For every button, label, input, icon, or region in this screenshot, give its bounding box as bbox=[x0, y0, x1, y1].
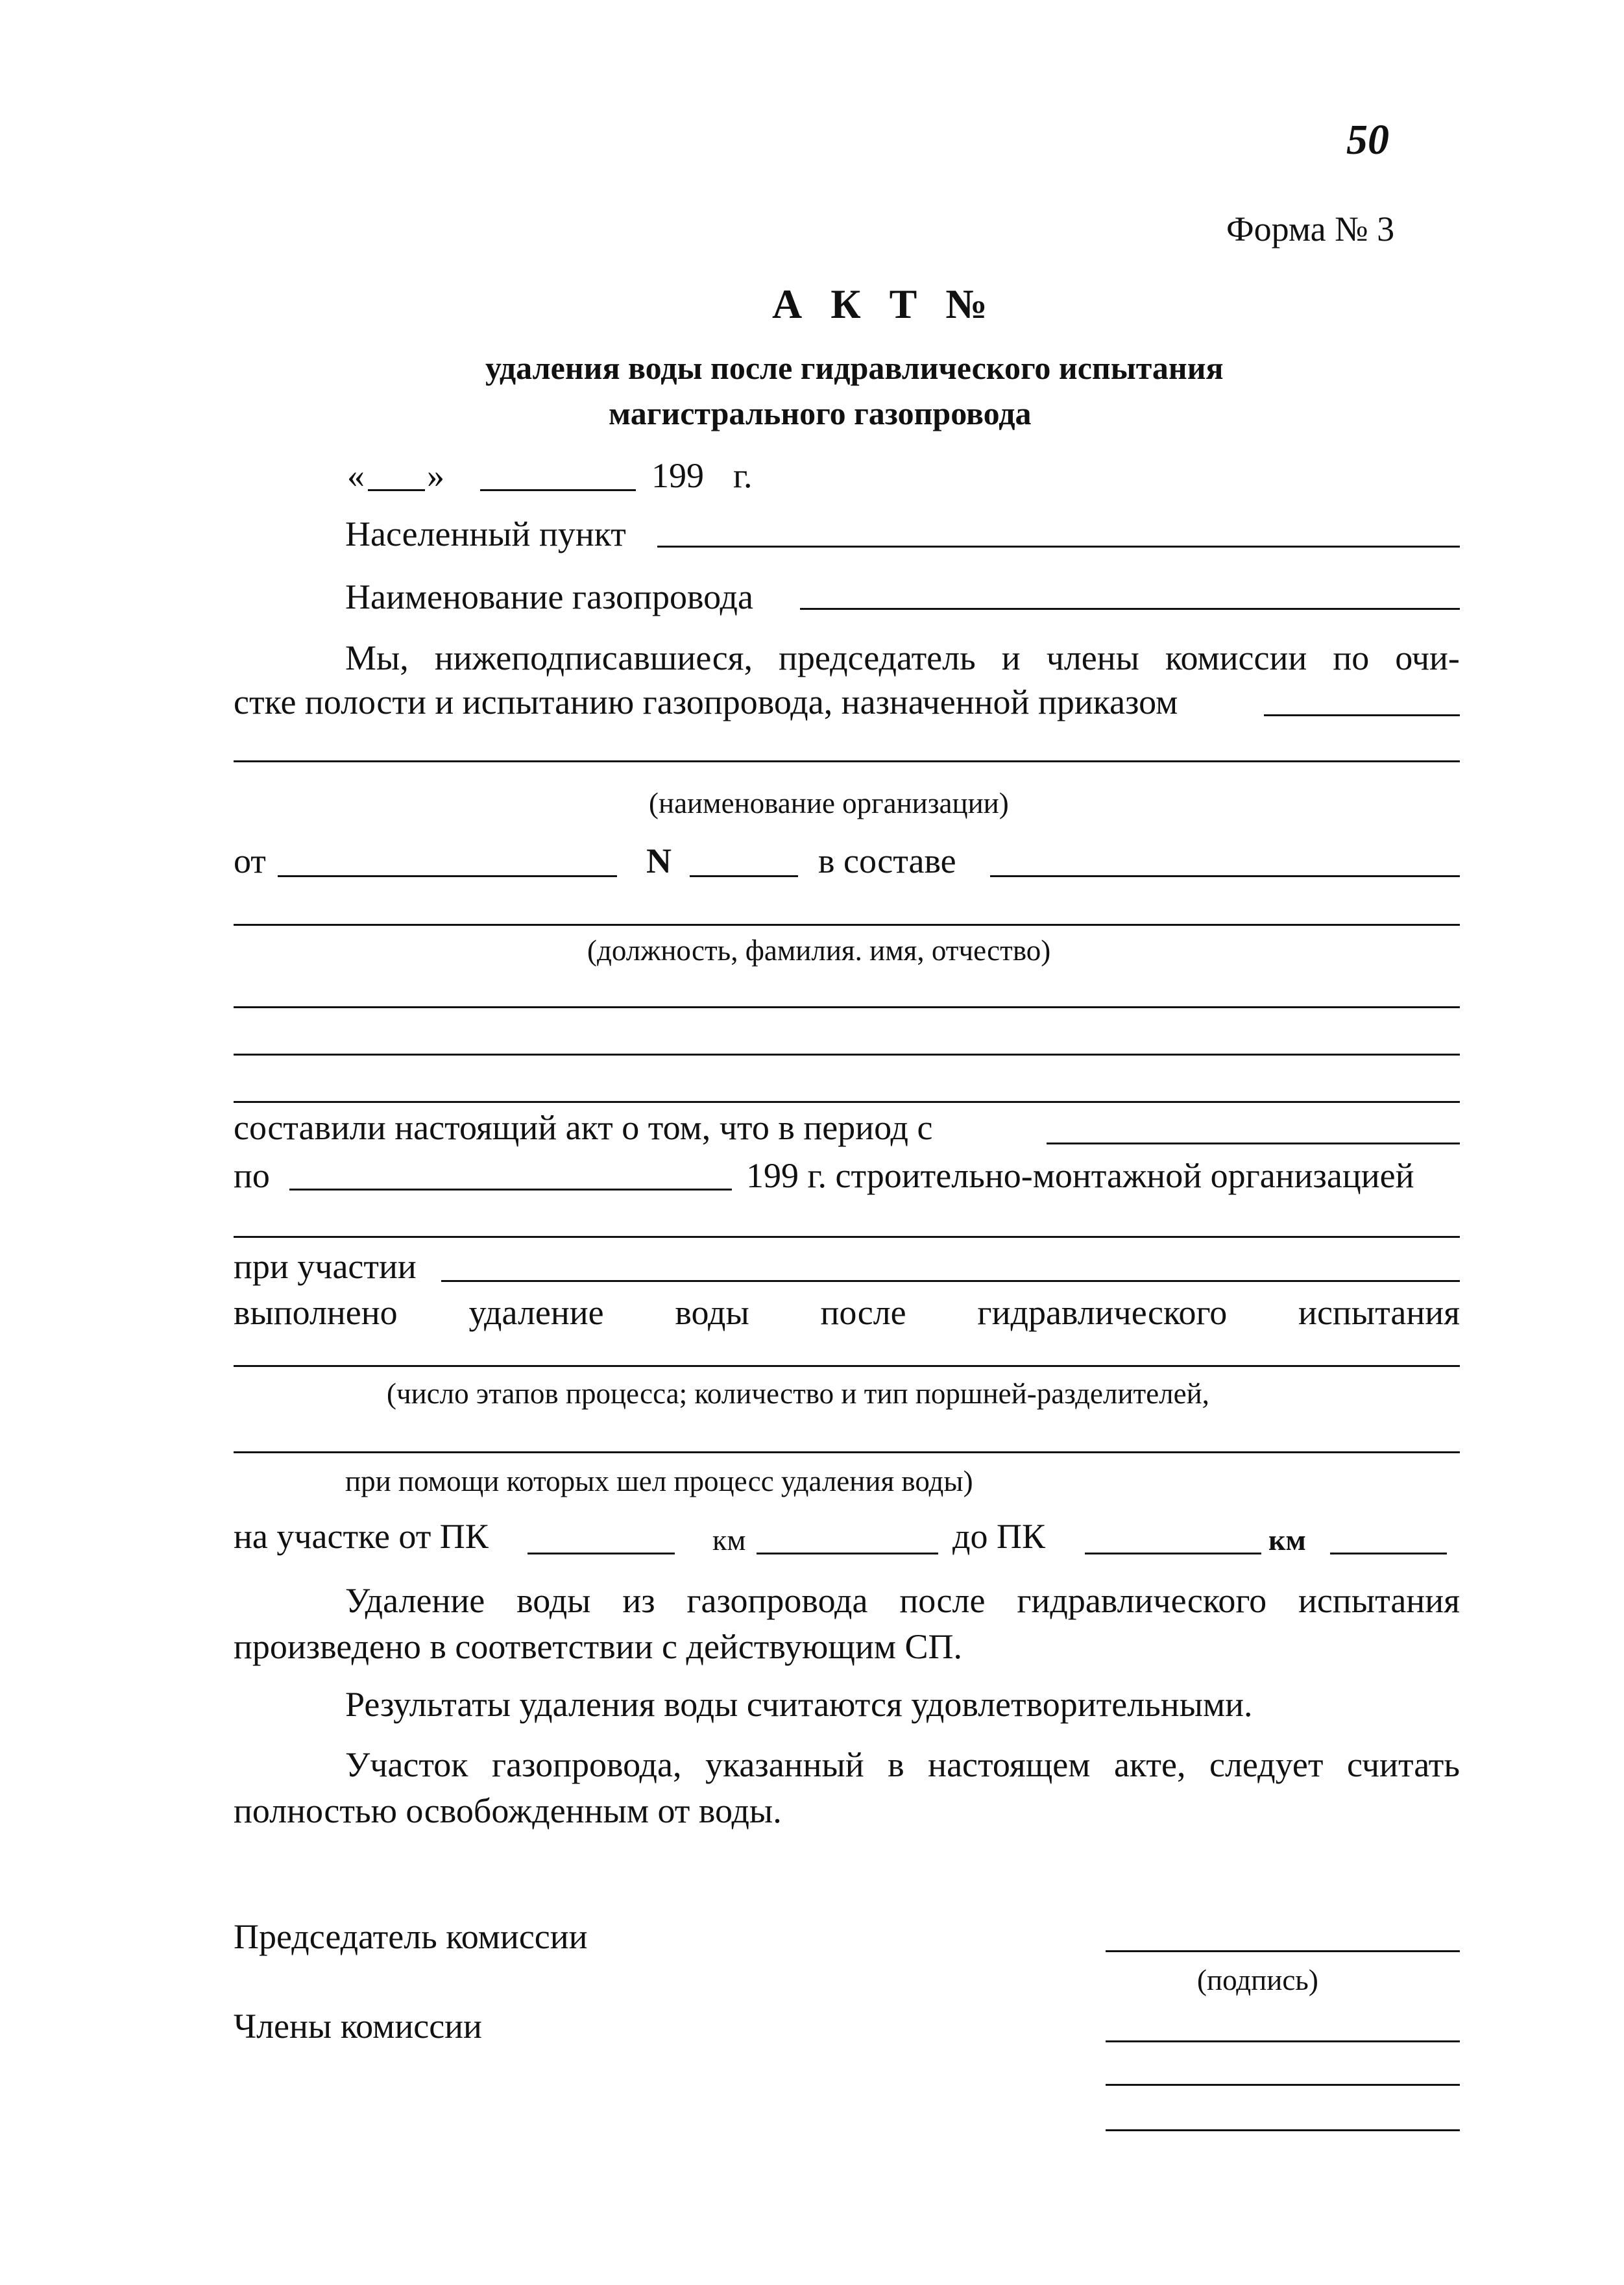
chairman-label: Председатель комиссии bbox=[234, 1917, 588, 1956]
paragraph-word: указанный bbox=[705, 1745, 864, 1784]
act-title: А К Т № bbox=[772, 281, 997, 327]
intro-word: Мы, bbox=[345, 638, 409, 677]
number-label: N bbox=[646, 841, 672, 880]
section-start-pk-blank[interactable] bbox=[527, 1553, 675, 1554]
paragraph-word: из bbox=[622, 1581, 655, 1620]
intro-word: члены bbox=[1046, 638, 1139, 677]
paragraph-1-line2: произведено в соответствии с действующим СП. bbox=[234, 1627, 963, 1666]
participation-label: при участии bbox=[234, 1247, 417, 1286]
performed-word: выполнено bbox=[234, 1293, 398, 1332]
member-line-3[interactable] bbox=[234, 1101, 1460, 1103]
period-start-blank[interactable] bbox=[1047, 1142, 1460, 1144]
pipeline-name-label: Наименование газопровода bbox=[345, 577, 753, 616]
page-number: 50 bbox=[1346, 116, 1389, 163]
paragraph-word: следует bbox=[1209, 1745, 1324, 1784]
intro-word: и bbox=[1001, 638, 1021, 677]
paragraph-word: испытания bbox=[1298, 1581, 1460, 1620]
period-by-label: по bbox=[234, 1156, 270, 1195]
paragraph-word: газопровода bbox=[686, 1581, 868, 1620]
paragraph-word: в bbox=[888, 1745, 904, 1784]
order-date-blank[interactable] bbox=[278, 875, 617, 877]
performed-word: удаление bbox=[468, 1293, 604, 1332]
paragraph-word: гидравлического bbox=[1017, 1581, 1267, 1620]
chairman-signature-blank[interactable] bbox=[1106, 1950, 1460, 1952]
paragraph-1-line1 bbox=[345, 1583, 1460, 1618]
section-km1-label: км bbox=[712, 1523, 746, 1556]
section-end-pk-blank[interactable] bbox=[1085, 1553, 1261, 1554]
member-signature-blank-3[interactable] bbox=[1106, 2129, 1460, 2131]
member-signature-blank-2[interactable] bbox=[1106, 2084, 1460, 2086]
period-line1: составили настоящий акт о том, что в период с bbox=[234, 1108, 933, 1147]
paragraph-word: настоящем bbox=[928, 1745, 1091, 1784]
member-line-2[interactable] bbox=[234, 1054, 1460, 1056]
form-label: Форма № 3 bbox=[1226, 210, 1395, 248]
settlement-label: Населенный пункт bbox=[345, 514, 626, 553]
section-to-label: до ПК bbox=[952, 1517, 1045, 1556]
intro-word: комиссии bbox=[1165, 638, 1307, 677]
date-quote-open: « bbox=[347, 456, 365, 495]
act-subtitle-line2: магистрального газопровода bbox=[609, 395, 1032, 431]
paragraph-3-line1 bbox=[345, 1747, 1460, 1782]
period-end-blank[interactable] bbox=[289, 1189, 732, 1191]
intro-line2: стке полости и испытанию газопровода, назначенной приказом bbox=[234, 683, 1178, 721]
signature-caption: (подпись) bbox=[1197, 1964, 1318, 1996]
order-number-blank[interactable] bbox=[690, 875, 798, 877]
paragraph-word: после bbox=[899, 1581, 986, 1620]
stages-caption-line1: (число этапов процесса; количество и тип поршней-разделителей, bbox=[387, 1377, 1209, 1410]
participation-blank[interactable] bbox=[441, 1280, 1460, 1282]
act-subtitle-line1: удаления воды после гидравлического испытания bbox=[485, 350, 1224, 386]
paragraph-word: газопровода, bbox=[491, 1745, 682, 1784]
paragraph-word: считать bbox=[1347, 1745, 1460, 1784]
intro-word: очи- bbox=[1395, 638, 1460, 677]
date-year: 199 bbox=[651, 456, 704, 495]
intro-word: нижеподписавшиеся, bbox=[434, 638, 753, 677]
paragraph-word: акте, bbox=[1113, 1745, 1186, 1784]
stages-blank-1[interactable] bbox=[234, 1365, 1460, 1367]
members-caption: (должность, фамилия. имя, отчество) bbox=[587, 934, 1051, 967]
member-line-1[interactable] bbox=[234, 1006, 1460, 1008]
composition-blank-2[interactable] bbox=[234, 924, 1460, 926]
paragraph-word: Удаление bbox=[345, 1581, 485, 1620]
performed-word: воды bbox=[675, 1293, 749, 1332]
members-label: Члены комиссии bbox=[234, 2007, 482, 2046]
period-line2-text: 199 г. строительно-монтажной организацией bbox=[746, 1156, 1414, 1195]
section-km2-blank[interactable] bbox=[1330, 1553, 1447, 1554]
section-start-label: на участке от ПК bbox=[234, 1517, 489, 1556]
member-signature-blank-1[interactable] bbox=[1106, 2040, 1460, 2042]
performed-line bbox=[234, 1295, 1460, 1330]
intro-word: председатель bbox=[779, 638, 976, 677]
stages-caption-line2: при помощи которых шел процесс удаления воды) bbox=[345, 1465, 973, 1497]
org-caption: (наименование организации) bbox=[649, 787, 1009, 819]
stages-blank-2[interactable] bbox=[234, 1451, 1460, 1453]
day-blank[interactable] bbox=[368, 489, 425, 491]
paragraph-3-line2: полностью освобожденным от воды. bbox=[234, 1791, 782, 1830]
performed-word: испытания bbox=[1298, 1293, 1460, 1332]
organization-blank[interactable] bbox=[234, 1236, 1460, 1238]
settlement-blank[interactable] bbox=[657, 546, 1460, 548]
date-quote-close: » bbox=[427, 456, 444, 495]
section-km1-blank[interactable] bbox=[757, 1553, 938, 1554]
month-blank[interactable] bbox=[480, 489, 636, 491]
paragraph-2: Результаты удаления воды считаются удовлетворительными. bbox=[345, 1685, 1253, 1724]
date-year-suffix: г. bbox=[733, 456, 753, 495]
paragraph-word: Участок bbox=[345, 1745, 468, 1784]
pipeline-name-blank[interactable] bbox=[800, 608, 1460, 610]
order-blank-continued[interactable] bbox=[234, 760, 1460, 762]
intro-word: по bbox=[1333, 638, 1370, 677]
paragraph-word: воды bbox=[516, 1581, 591, 1620]
intro-line1 bbox=[345, 640, 1460, 675]
order-blank[interactable] bbox=[1264, 714, 1460, 716]
performed-word: гидравлического bbox=[977, 1293, 1228, 1332]
composition-label: в составе bbox=[818, 841, 956, 880]
section-km2-label: км bbox=[1268, 1523, 1306, 1556]
from-label: от bbox=[234, 841, 266, 880]
composition-blank[interactable] bbox=[990, 875, 1460, 877]
performed-word: после bbox=[820, 1293, 906, 1332]
